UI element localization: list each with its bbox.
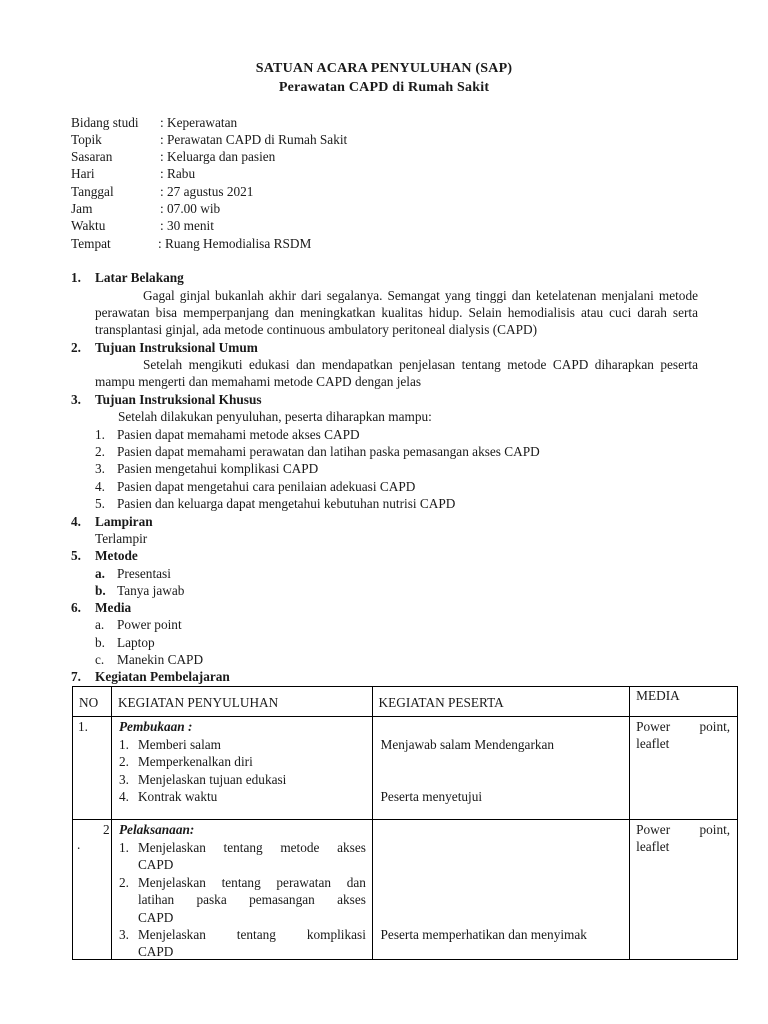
word: tentang (223, 840, 263, 855)
phase-label: Pelaksanaan: (118, 822, 195, 837)
list-number: 5. (95, 496, 105, 511)
header-kegiatan-peserta (372, 687, 630, 717)
section-number: 7. (71, 669, 81, 684)
word: paska (196, 892, 227, 907)
word: tentang (236, 927, 276, 942)
info-value: : 30 menit (160, 218, 214, 233)
list-item: Pasien dan keluarga dapat mengetahui kebutuhan nutrisi CAPD (117, 496, 456, 511)
document-subtitle: Perawatan CAPD di Rumah Sakit (278, 80, 490, 95)
list-item: Pasien dapat memahami metode akses CAPD (117, 427, 360, 442)
peserta-text: Peserta memperhatikan dan menyimak (380, 927, 587, 942)
list-item: Memperkenalkan diri (137, 754, 253, 769)
list-number: 1. (118, 737, 129, 752)
list-item-line (138, 839, 366, 856)
section-number: 4. (71, 514, 81, 529)
list-item: Kontrak waktu (137, 789, 218, 804)
list-number: 3. (95, 461, 105, 476)
section-number: 2. (71, 340, 81, 355)
section-heading-lampiran: Lampiran (95, 514, 153, 529)
section-heading-tujuan-umum: Tujuan Instruksional Umum (95, 340, 258, 355)
list-item: Presentasi (117, 566, 171, 581)
word: metode (280, 840, 320, 855)
media-line (636, 718, 730, 735)
document-title: SATUAN ACARA PENYULUHAN (SAP) (255, 61, 513, 76)
info-label: Jam (71, 201, 93, 216)
list-letter: b. (95, 635, 105, 650)
row-no (73, 820, 112, 960)
header-penyuluhan-label: KEGIATAN PENYULUHAN (117, 695, 279, 710)
list-item-line (138, 874, 366, 891)
word: Menjelaskan (137, 875, 206, 890)
list-item: Memberi salam (137, 737, 222, 752)
list-item-line (138, 926, 366, 943)
info-value: : 07.00 wib (160, 201, 221, 216)
list-letter: a. (95, 617, 105, 632)
list-item: Laptop (117, 635, 155, 650)
section-number: 6. (71, 600, 81, 615)
info-value: : Perawatan CAPD di Rumah Sakit (160, 132, 348, 147)
list-number: 2. (118, 875, 129, 890)
row-number: 2 (103, 822, 110, 837)
list-letter: a. (95, 566, 105, 581)
list-letter: c. (95, 652, 105, 667)
info-value: : 27 agustus 2021 (160, 184, 254, 199)
list-number: 4. (95, 479, 105, 494)
word: dan (346, 875, 366, 890)
media-word: Power (636, 822, 671, 837)
list-item-line: CAPD (137, 944, 174, 959)
list-number: 3. (118, 927, 129, 942)
header-no (73, 687, 112, 717)
section-heading-tujuan-khusus: Tujuan Instruksional Khusus (95, 392, 262, 407)
section-number: 1. (71, 270, 81, 285)
header-media (630, 687, 738, 717)
list-item-line (138, 891, 366, 908)
media-word: point, (699, 719, 731, 734)
header-media-label: MEDIA (636, 688, 680, 703)
info-label: Topik (71, 132, 102, 147)
section-heading-metode: Metode (95, 548, 138, 563)
section-paragraph: Setelah mengikuti edukasi dan mendapatkan penjelasan tentang metode CAPD diharapkan peserta mampu mengerti dan memahami metode CAPD dengan jelas (95, 357, 698, 390)
info-label: Tanggal (71, 184, 114, 199)
table-header-row (73, 687, 738, 717)
phase-label: Pembukaan : (118, 719, 193, 734)
info-label: Bidang studi (71, 115, 139, 130)
list-number: 2. (95, 444, 105, 459)
section-heading-kegiatan: Kegiatan Pembelajaran (95, 669, 230, 684)
media-word: point, (699, 822, 731, 837)
list-number: 1. (118, 840, 129, 855)
media-word: leaflet (636, 736, 670, 751)
media-word: Power (636, 719, 671, 734)
info-value: : Keperawatan (160, 115, 238, 130)
info-value: : Keluarga dan pasien (160, 149, 276, 164)
row-media (630, 820, 738, 960)
section-paragraph: Gagal ginjal bukanlah akhir dari segalanya. Semangat yang tinggi dan ketelatenan menjalani metode perawatan bisa memperpanjang dan meningkatkan kualitas hidup. Selain hemodialisis atau cuci darah serta transplantasi ginjal, ada metode continuous ambulatory peritoneal dialysis (CAPD) (95, 288, 698, 338)
section-number: 5. (71, 548, 81, 563)
word: Menjelaskan (137, 927, 206, 942)
row-no (73, 717, 112, 820)
list-item-line: CAPD (137, 857, 174, 872)
info-label: Waktu (71, 218, 106, 233)
media-word: leaflet (636, 839, 670, 854)
list-number: 1. (95, 427, 105, 442)
list-number: 3. (118, 772, 129, 787)
section-text: Terlampir (95, 531, 148, 546)
peserta-text: Menjawab salam Mendengarkan (380, 737, 555, 752)
list-item: Pasien dapat mengetahui cara penilaian adekuasi CAPD (117, 479, 416, 494)
word: Menjelaskan (137, 840, 206, 855)
list-item: Pasien mengetahui komplikasi CAPD (117, 461, 319, 476)
section-intro: Setelah dilakukan penyuluhan, peserta diharapkan mampu: (118, 409, 432, 424)
list-item: Pasien dapat memahami perawatan dan latihan paska pemasangan akses CAPD (117, 444, 540, 459)
list-number: 4. (118, 789, 129, 804)
info-label: Sasaran (71, 149, 113, 164)
header-kegiatan-penyuluhan (111, 687, 372, 717)
table-row (73, 717, 738, 820)
word: pemasangan (249, 892, 315, 907)
peserta-text: Peserta menyetujui (380, 789, 483, 804)
list-item: Power point (117, 617, 182, 632)
info-label: Hari (71, 166, 95, 181)
list-item: Tanya jawab (117, 583, 185, 598)
word: latihan (137, 892, 175, 907)
header-peserta-label: KEGIATAN PESERTA (378, 695, 504, 710)
section-number: 3. (71, 392, 81, 407)
info-label: Tempat (71, 236, 111, 251)
list-number: 2. (118, 754, 129, 769)
word: akses (337, 892, 366, 907)
section-heading-media: Media (95, 600, 132, 615)
word: komplikasi (306, 927, 366, 942)
activity-table (72, 686, 738, 960)
row-number-dot: . (77, 837, 81, 852)
info-value: : Ruang Hemodialisa RSDM (158, 236, 312, 251)
row-peserta (372, 717, 630, 820)
info-value: : Rabu (160, 166, 196, 181)
row-number: 1. (78, 719, 88, 734)
word: akses (337, 840, 366, 855)
row-penyuluhan (111, 717, 372, 820)
table-row (73, 820, 738, 960)
section-heading-latar-belakang: Latar Belakang (95, 270, 184, 285)
header-no-label: NO (79, 695, 99, 710)
word: perawatan (276, 875, 332, 890)
word: tentang (221, 875, 261, 890)
list-item: Menjelaskan tujuan edukasi (137, 772, 287, 787)
row-penyuluhan (111, 820, 372, 960)
list-item-line: CAPD (137, 910, 174, 925)
media-line (636, 821, 730, 838)
list-item: Manekin CAPD (117, 652, 204, 667)
row-media (630, 717, 738, 820)
row-peserta (372, 820, 630, 960)
list-letter: b. (95, 583, 106, 598)
